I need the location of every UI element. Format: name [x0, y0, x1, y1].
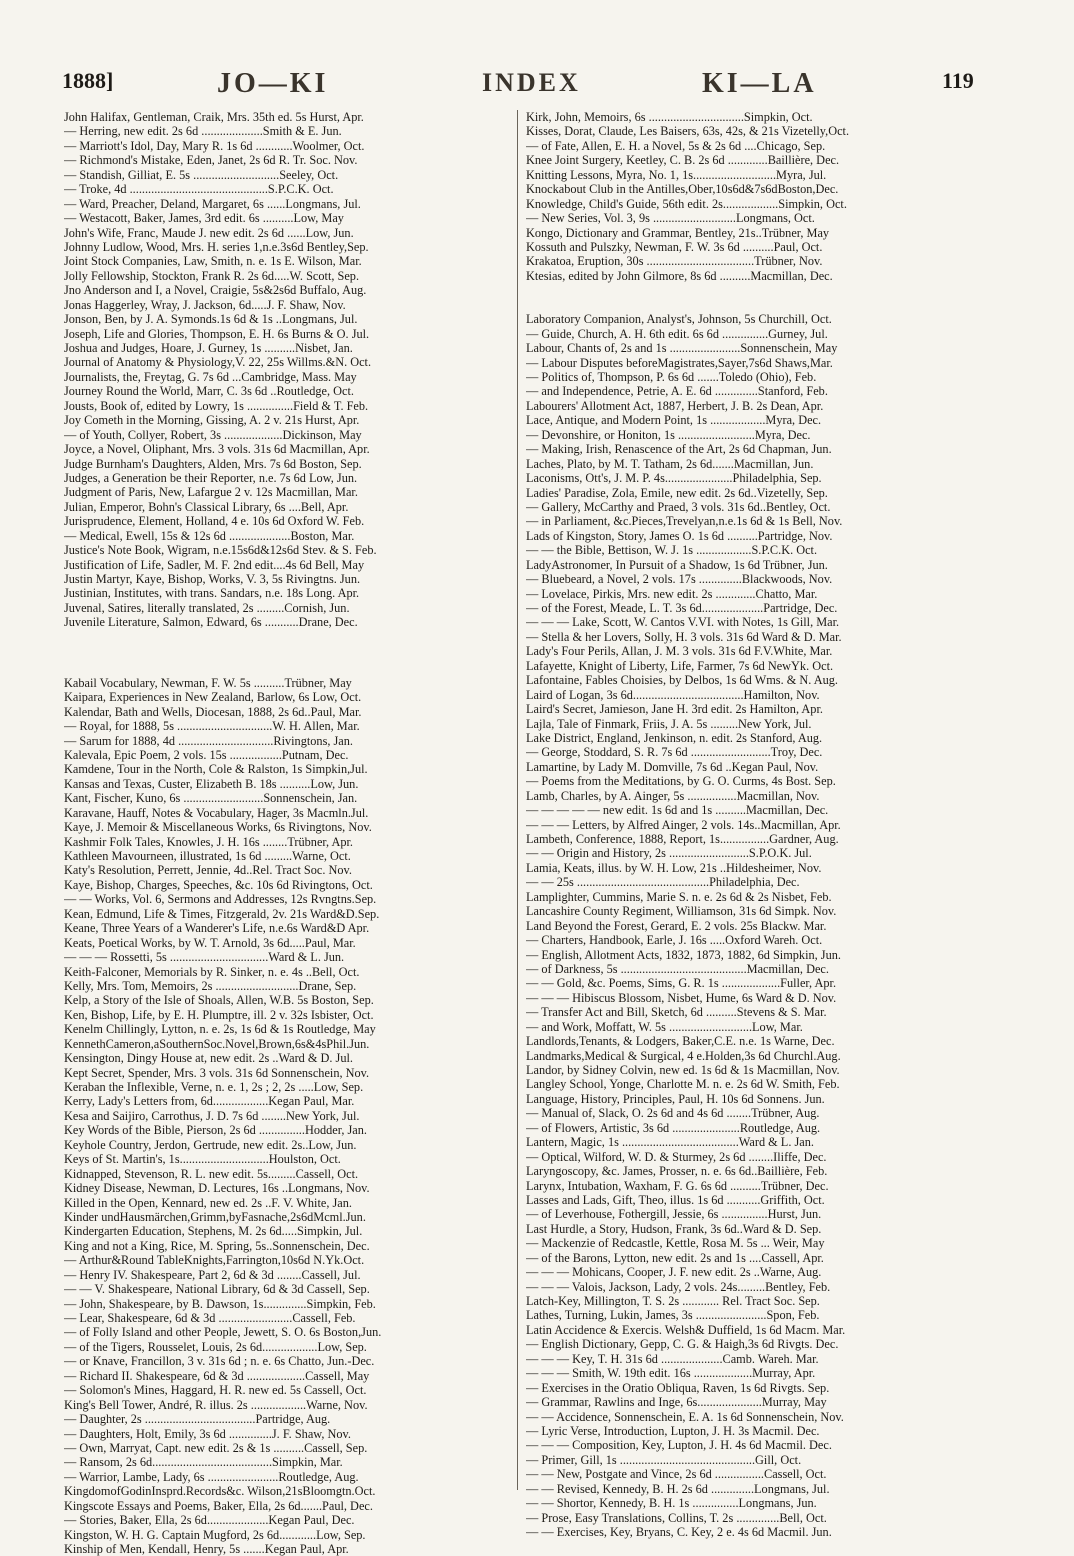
index-entry: Katy's Resolution, Perrett, Jennie, 4d..Rel. Tract Soc. Nov.	[64, 863, 352, 878]
index-entry: Lajla, Tale of Finmark, Friis, J. A. 5s .........New York, Jul.	[526, 716, 812, 731]
index-entry: Laconisms, Ott's, J. M. P. 4s......................Philadelphia, Sep.	[526, 471, 822, 486]
index-entry: Julian, Emperor, Bohn's Classical Library, 6s ....Bell, Apr.	[64, 499, 349, 514]
section-ki	[526, 110, 972, 283]
index-entry: John's Wife, Franc, Maude J. new edit. 2s 6d ......Low, Jun.	[64, 225, 354, 240]
index-entry: Jno Anderson and I, a Novel, Craigie, 5s&2s6d Buffalo, Aug.	[64, 283, 367, 298]
index-entry: Kinship of Men, Kendall, Henry, 5s .......Kegan Paul, Apr.	[64, 1542, 349, 1556]
index-entry: Judgment of Paris, New, Lafargue 2 v. 12s Macmillan, Mar.	[64, 485, 358, 500]
index-entry: King and not a King, Rice, M. Spring, 5s..Sonnenschein, Dec.	[64, 1238, 370, 1253]
index-entry: Latch-Key, Millington, T. S. 2s ............ Rel. Tract Soc. Sep.	[526, 1294, 820, 1308]
index-entry: — — — Rossetti, 5s ................................Ward & L. Jun.	[64, 950, 345, 965]
index-entry: — Sarum for 1888, 4d ...............................Rivingtons, Jan.	[64, 733, 353, 748]
index-entry: Lads of Kingston, Story, James O. 1s 6d ..........Partridge, Nov.	[526, 528, 833, 543]
index-entry: — Royal, for 1888, 5s ...............................W. H. Allen, Mar.	[64, 719, 360, 734]
index-entry: Last Hurdle, a Story, Hudson, Frank, 3s 6d..Ward & D. Sep.	[526, 1221, 822, 1236]
index-entry: — Poems from the Meditations, by G. O. Curms, 4s Bost. Sep.	[526, 774, 836, 789]
index-entry: Lamia, Keats, illus. by W. H. Low, 21s ..Hildesheimer, Nov.	[526, 860, 822, 875]
index-entry: Kerry, Lady's Letters from, 6d..................Kegan Paul, Mar.	[64, 1094, 355, 1109]
index-entry: Judges, a Generation be their Reporter, n.e. 7s 6d Low, Jun.	[64, 470, 358, 485]
index-entry: Joy Cometh in the Morning, Gissing, A. 2 v. 21s Hurst, Apr.	[64, 413, 360, 428]
index-entry: Kirk, John, Memoirs, 6s ...............................Simpkin, Oct.	[526, 110, 813, 124]
section-gap	[64, 630, 510, 676]
section-la	[526, 312, 972, 1539]
index-entry: — of the Tigers, Rousselet, Louis, 2s 6d..................Low, Sep.	[64, 1339, 367, 1354]
index-entry: — Optical, Wilford, W. D. & Sturmey, 2s 6d ........Iliffe, Dec.	[526, 1149, 827, 1164]
index-entry: Kaye, J. Memoir & Miscellaneous Works, 6s Rivingtons, Nov.	[64, 820, 372, 835]
index-entry: Knee Joint Surgery, Keetley, C. B. 2s 6d .............Baillière, Dec.	[526, 153, 840, 168]
index-entry: — Ward, Preacher, Deland, Margaret, 6s ......Longmans, Jul.	[64, 196, 361, 211]
section-jo	[64, 110, 510, 630]
index-entry: — Lear, Shakespeare, 6d & 3d ........................Cassell, Feb.	[64, 1311, 356, 1325]
index-entry: — Manual of, Slack, O. 2s 6d and 4s 6d ........Trübner, Aug.	[526, 1106, 820, 1121]
index-entry: — in Parliament, &c.Pieces,Trevelyan,n.e.1s 6d & 1s Bell, Nov.	[526, 514, 843, 529]
index-entry: — Own, Marryat, Capt. new edit. 2s & 1s ..........Cassell, Sep.	[64, 1440, 368, 1455]
index-entry: Kisses, Dorat, Claude, Les Baisers, 63s, 42s, & 21s Vizetelly,Oct.	[526, 124, 850, 139]
index-entry: — Warrior, Lambe, Lady, 6s .......................Routledge, Aug.	[64, 1469, 359, 1484]
index-entry: Kidnapped, Stevenson, R. L. new edit. 5s.........Cassell, Oct.	[64, 1166, 359, 1181]
index-entry: — Exercises in the Oratio Obliqua, Raven, 1s 6d Rivgts. Sep.	[526, 1380, 830, 1395]
column-divider	[517, 110, 518, 1490]
index-entry: Kingston, W. H. G. Captain Mugford, 2s 6d............Low, Sep.	[64, 1527, 366, 1542]
index-entry: — Marriott's Idol, Day, Mary R. 1s 6d ............Woolmer, Oct.	[64, 138, 365, 153]
index-entry: Justin Martyr, Kaye, Bishop, Works, V. 3, 5s Rivingtns. Jun.	[64, 572, 361, 586]
index-entry: Lady's Four Perils, Allan, J. M. 3 vols. 31s 6d F.V.White, Mar.	[526, 644, 833, 659]
index-entry: Lamplighter, Cummins, Marie S. n. e. 2s 6d & 2s Nisbet, Feb.	[526, 889, 832, 904]
index-entry: — — Exercises, Key, Bryans, C. Key, 2 e. 4s 6d Macmil. Jun.	[526, 1525, 832, 1539]
index-entry: KingdomofGodinInsprd.Records&c. Wilson,21sBloomgtn.Oct.	[64, 1484, 376, 1499]
index-entry: Kansas and Texas, Custer, Elizabeth B. 18s ..........Low, Jun.	[64, 776, 359, 791]
index-entry: — — Revised, Kennedy, B. H. 2s 6d ..............Longmans, Jul.	[526, 1481, 830, 1496]
index-entry: — of Flowers, Artistic, 3s 6d ......................Routledge, Aug.	[526, 1120, 821, 1135]
index-entry: — — New, Postgate and Vince, 2s 6d ................Cassell, Oct.	[526, 1467, 827, 1482]
index-entry: Kenelm Chillingly, Lytton, n. e. 2s, 1s 6d & 1s Routledge, May	[64, 1022, 376, 1037]
index-entry: — Solomon's Mines, Haggard, H. R. new ed. 5s Cassell, Oct.	[64, 1383, 367, 1398]
index-entry: Langley School, Yonge, Charlotte M. n. e. 2s 6d W. Smith, Feb.	[526, 1077, 840, 1092]
index-entry: — — — Letters, by Alfred Ainger, 2 vols. 14s..Macmillan, Apr.	[526, 817, 841, 832]
index-entry: Landlords,Tenants, & Lodgers, Baker,C.E. n.e. 1s Warne, Dec.	[526, 1034, 835, 1049]
index-entry: — Gallery, McCarthy and Praed, 3 vols. 31s 6d..Bentley, Oct.	[526, 499, 831, 514]
index-entry: — — — Lake, Scott, W. Cantos V.VI. with Notes, 1s Gill, Mar.	[526, 615, 840, 630]
right-range-heading: KI—LA	[702, 68, 817, 99]
index-entry: KennethCameron,aSouthernSoc.Novel,Brown,6s&4sPhil.Jun.	[64, 1036, 370, 1051]
index-entry: Ktesias, edited by John Gilmore, 8s 6d ..........Macmillan, Dec.	[526, 268, 833, 283]
index-entry: — — the Bible, Bettison, W. J. 1s ..................S.P.C.K. Oct.	[526, 543, 818, 558]
index-entry: Key Words of the Bible, Pierson, 2s 6d ...............Hodder, Jan.	[64, 1123, 367, 1138]
page-header	[62, 68, 982, 106]
index-entry: Lasses and Lads, Gift, Theo, illus. 1s 6d ...........Griffith, Oct.	[526, 1192, 825, 1207]
year-marker: 1888]	[62, 68, 114, 93]
index-entry: Knockabout Club in the Antilles,Ober,10s6d&7s6dBoston,Dec.	[526, 182, 839, 197]
index-entry: Lafontaine, Fables Choisies, by Delbos, 1s 6d Wms. & N. Aug.	[526, 673, 838, 688]
index-entry: Joint Stock Companies, Law, Smith, n. e. 1s E. Wilson, Mar.	[64, 254, 362, 269]
index-entry: — of Folly Island and other People, Jewett, S. O. 6s Boston,Jun.	[64, 1325, 382, 1340]
index-entry: — Stories, Baker, Ella, 2s 6d....................Kegan Paul, Dec.	[64, 1513, 355, 1528]
index-entry: — Transfer Act and Bill, Sketch, 6d ..........Stevens & S. Mar.	[526, 1005, 827, 1020]
index-entry: — and Work, Moffatt, W. 5s ...........................Low, Mar.	[526, 1019, 803, 1034]
index-entry: — — Accidence, Sonnenschein, E. A. 1s 6d Sonnenschein, Nov.	[526, 1409, 844, 1424]
index-entry: — or Knave, Francillon, 3 v. 31s 6d ; n. e. 6s Chatto, Jun.-Dec.	[64, 1354, 375, 1369]
index-entry: — and Independence, Petrie, A. E. 6d ..............Stanford, Feb.	[526, 384, 828, 399]
index-entry: — of Darkness, 5s .........................................Macmillan, Dec.	[526, 961, 829, 976]
index-entry: Kaye, Bishop, Charges, Speeches, &c. 10s 6d Rivingtons, Oct.	[64, 877, 373, 892]
index-entry: Kensington, Dingy House at, new edit. 2s ..Ward & D. Jul.	[64, 1051, 353, 1066]
index-entry: — — Works, Vol. 6, Sermons and Addresses, 12s Rvngtns.Sep.	[64, 892, 377, 907]
index-entry: — of Fate, Allen, E. H. a Novel, 5s & 2s 6d ....Chicago, Sep.	[526, 138, 826, 153]
index-entry: Karavane, Hauff, Notes & Vocabulary, Hager, 3s Macmln.Jul.	[64, 805, 369, 820]
section-k	[64, 676, 510, 1556]
index-entry: Land Beyond the Forest, Gerard, E. 2 vols. 25s Blackw. Mar.	[526, 918, 827, 933]
index-entry: Lathes, Turning, Lukin, James, 3s .......................Spon, Feb.	[526, 1308, 820, 1323]
index-title: INDEX	[482, 68, 581, 97]
index-entry: — — — Key, T. H. 31s 6d ....................Camb. Wareh. Mar.	[526, 1351, 819, 1366]
index-entry: Jonson, Ben, by J. A. Symonds.1s 6d & 1s ..Longmans, Jul.	[64, 312, 358, 327]
index-entry: — Troke, 4d .............................................S.P.C.K. Oct.	[64, 182, 334, 197]
index-entry: Knitting Lessons, Myra, No. 1, 1s...........................Myra, Jul.	[526, 167, 827, 182]
index-entry: Journey Round the World, Marr, C. 3s 6d ..Routledge, Oct.	[64, 384, 354, 399]
index-entry: — Henry IV. Shakespeare, Part 2, 6d & 3d ........Cassell, Jul.	[64, 1267, 361, 1282]
index-entry: Keith-Falconer, Memorials by R. Sinker, n. e. 4s ..Bell, Oct.	[64, 964, 360, 979]
index-entry: Keys of St. Martin's, 1s.............................Houlston, Oct.	[64, 1152, 341, 1167]
index-entry: Juvenile Literature, Salmon, Edward, 6s ...........Drane, Dec.	[64, 615, 358, 630]
index-entry: Lake District, England, Jenkinson, n. edit. 2s Stanford, Aug.	[526, 730, 823, 745]
index-entry: Juvenal, Satires, literally translated, 2s .........Cornish, Jun.	[64, 600, 350, 615]
index-entry: — — — Hibiscus Blossom, Nisbet, Hume, 6s Ward & D. Nov.	[526, 990, 837, 1005]
index-entry: — — Origin and History, 2s ..........................S.P.O.K. Jul.	[526, 846, 812, 861]
index-entry: Kidney Disease, Newman, D. Lectures, 16s ..Longmans, Nov.	[64, 1181, 370, 1196]
index-entry: Laird of Logan, 3s 6d....................................Hamilton, Nov.	[526, 687, 820, 702]
index-entry: — of the Barons, Lytton, new edit. 2s and 1s ....Cassell, Apr.	[526, 1250, 824, 1265]
index-entry: — Lyric Verse, Introduction, Lupton, J. H. 3s Macmil. Dec.	[526, 1423, 820, 1438]
index-entry: Larynx, Intubation, Waxham, F. G. 6s 6d ..........Trübner, Dec.	[526, 1178, 829, 1193]
index-entry: Latin Accidence & Exercis. Welsh& Duffield, 1s 6d Macm. Mar.	[526, 1322, 846, 1337]
index-entry: — — — — — new edit. 1s 6d and 1s ..........Macmillan, Dec.	[526, 803, 829, 818]
index-entry: — English Dictionary, Gepp, C. G. & Haigh,3s 6d Rivgts. Dec.	[526, 1337, 839, 1352]
index-entry: Kalendar, Bath and Wells, Diocesan, 1888, 2s 6d..Paul, Mar.	[64, 704, 362, 719]
index-entry: Kathleen Mavourneen, illustrated, 1s 6d .........Warne, Oct.	[64, 849, 351, 863]
index-entry: Lamb, Charles, by A. Ainger, 5s ................Macmillan, Nov.	[526, 788, 820, 803]
index-entry: Keyhole Country, Jerdon, Gertrude, new edit. 2s..Low, Jun.	[64, 1137, 357, 1152]
index-entry: King's Bell Tower, André, R. illus. 2s ..................Warne, Nov.	[64, 1397, 368, 1412]
index-entry: Killed in the Open, Kennard, new ed. 2s ..F. V. White, Jan.	[64, 1195, 352, 1210]
index-entry: Johnny Ludlow, Wood, Mrs. H. series 1,n.e.3s6d Bentley,Sep.	[64, 239, 369, 254]
index-entry: Jurisprudence, Element, Holland, 4 e. 10s 6d Oxford W. Feb.	[64, 514, 365, 529]
index-entry: — — Gold, &c. Poems, Sims, G. R. 1s ...................Fuller, Apr.	[526, 976, 837, 991]
index-entry: — Guide, Church, A. H. 6th edit. 6s 6d ...............Gurney, Jul.	[526, 326, 828, 341]
index-entry: — of Leverhouse, Fothergill, Jessie, 6s ...............Hurst, Jun.	[526, 1207, 822, 1222]
index-entry: Lantern, Magic, 1s ......................................Ward & L. Jan.	[526, 1135, 814, 1150]
index-entry: Laches, Plato, by M. T. Tatham, 2s 6d.......Macmillan, Jun.	[526, 456, 814, 471]
page-number: 119	[942, 68, 974, 93]
index-entry: Kamdene, Tour in the North, Cole & Ralston, 1s Simpkin,Jul.	[64, 762, 368, 777]
index-entry: — Primer, Gill, 1s ............................................Gill, Oct.	[526, 1452, 802, 1467]
index-entry: Keane, Three Years of a Wanderer's Life, n.e.6s Ward&D Apr.	[64, 921, 370, 936]
index-entry: Kesa and Saijiro, Carrothus, J. D. 7s 6d ........New York, Jul.	[64, 1108, 360, 1123]
index-entry: Ladies' Paradise, Zola, Emile, new edit. 2s 6d..Vizetelly, Sep.	[526, 485, 828, 500]
index-entry: — Westacott, Baker, James, 3rd edit. 6s ..........Low, May	[64, 211, 344, 226]
index-entry: Jousts, Book of, edited by Lowry, 1s ...............Field & T. Feb.	[64, 398, 369, 413]
index-entry: — Ransom, 2s 6d.......................................Simpkin, Mar.	[64, 1455, 343, 1470]
index-entry: — — Shortor, Kennedy, B. H. 1s ...............Longmans, Jun.	[526, 1496, 817, 1511]
index-entry: — — — Smith, W. 19th edit. 16s ...................Murray, Apr.	[526, 1366, 816, 1381]
index-entry: Kinder undHausmärchen,Grimm,byFasnache,2s6dMcml.Jun.	[64, 1209, 366, 1224]
index-entry: Jolly Fellowship, Stockton, Frank R. 2s 6d.....W. Scott, Sep.	[64, 268, 360, 283]
index-entry: Justice's Note Book, Wigram, n.e.15s6d&12s6d Stev. & S. Feb.	[64, 543, 377, 558]
index-entry: Kashmir Folk Tales, Knowles, J. H. 16s ........Trübner, Apr.	[64, 834, 353, 849]
index-entry: Journal of Anatomy & Physiology,V. 22, 25s Willms.&N. Oct.	[64, 355, 372, 370]
index-entry: Keats, Poetical Works, by W. T. Arnold, 3s 6d.....Paul, Mar.	[64, 935, 356, 950]
index-entry: Justinian, Institutes, with trans. Sandars, n.e. 18s Long. Apr.	[64, 586, 360, 601]
index-entry: Laryngoscopy, &c. James, Prosser, n. e. 6s 6d..Baillière, Feb.	[526, 1164, 828, 1179]
index-entry: Laboratory Companion, Analyst's, Johnson, 5s Churchill, Oct.	[526, 312, 832, 327]
index-entry: Joshua and Judges, Hoare, J. Gurney, 1s ..........Nisbet, Jan.	[64, 341, 353, 355]
index-entry: John Halifax, Gentleman, Craik, Mrs. 35th ed. 5s Hurst, Apr.	[64, 110, 364, 124]
index-entry: Krakatoa, Eruption, 30s ...................................Trübner, Nov.	[526, 254, 823, 269]
index-entry: Kongo, Dictionary and Grammar, Bentley, 21s..Trübner, May	[526, 225, 830, 240]
index-entry: — Grammar, Rawlins and Inge, 6s.....................Murray, May	[526, 1395, 827, 1410]
index-entry: — — 25s ...........................................Philadelphia, Dec.	[526, 875, 800, 890]
index-entry: Lafayette, Knight of Liberty, Life, Farmer, 7s 6d NewYk. Oct.	[526, 658, 834, 673]
index-entry: — of Youth, Collyer, Robert, 3s ...................Dickinson, May	[64, 427, 362, 442]
index-entry: — Bluebeard, a Novel, 2 vols. 17s ..............Blackwoods, Nov.	[526, 572, 833, 587]
index-entry: — Lovelace, Pirkis, Mrs. new edit. 2s .............Chatto, Mar.	[526, 586, 818, 601]
index-entry: Labourers' Allotment Act, 1887, Herbert, J. B. 2s Dean, Apr.	[526, 398, 824, 413]
index-entry: — — V. Shakespeare, National Library, 6d & 3d Cassell, Sep.	[64, 1282, 370, 1297]
index-entry: Kant, Fischer, Kuno, 6s ..........................Sonnenschein, Jan.	[64, 791, 358, 806]
index-entry: — Labour Disputes beforeMagistrates,Sayer,7s6d Shaws,Mar.	[526, 355, 833, 370]
index-entry: — of the Forest, Meade, L. T. 3s 6d....................Partridge, Dec.	[526, 601, 838, 615]
index-entry: Landor, by Sidney Colvin, new ed. 1s 6d & 1s Macmillan, Nov.	[526, 1063, 840, 1077]
index-entry: Kelp, a Story of the Isle of Shoals, Allen, W.B. 5s Boston, Sep.	[64, 993, 374, 1008]
index-entry: LadyAstronomer, In Pursuit of a Shadow, 1s 6d Trübner, Jun.	[526, 557, 828, 572]
index-entry: Landmarks,Medical & Surgical, 4 e.Holden,3s 6d Churchl.Aug.	[526, 1048, 841, 1063]
index-entry: Kaipara, Experiences in New Zealand, Barlow, 6s Low, Oct.	[64, 690, 362, 705]
index-entry: Ken, Bishop, Life, by E. H. Plumptre, ill. 2 v. 32s Isbister, Oct.	[64, 1007, 374, 1022]
index-entry: — Richmond's Mistake, Eden, Janet, 2s 6d R. Tr. Soc. Nov.	[64, 153, 358, 168]
index-entry: Kossuth and Pulszky, Newman, F. W. 3s 6d ..........Paul, Oct.	[526, 239, 823, 254]
index-entry: Lace, Antique, and Modern Point, 1s ..................Myra, Dec.	[526, 413, 822, 428]
left-column	[64, 110, 510, 1556]
index-entry: — Prose, Easy Translations, Collins, T. 2s ..............Bell, Oct.	[526, 1510, 827, 1525]
index-entry: — Making, Irish, Renascence of the Art, 2s 6d Chapman, Jun.	[526, 442, 832, 457]
index-entry: Keraban the Inflexible, Verne, n. e. 1, 2s ; 2, 2s .....Low, Sep.	[64, 1080, 364, 1094]
index-entry: Kalevala, Epic Poem, 2 vols. 15s .................Putnam, Dec.	[64, 747, 349, 762]
index-entry: — Daughters, Holt, Emily, 3s 6d ..............J. F. Shaw, Nov.	[64, 1426, 351, 1441]
index-entry: Language, History, Principles, Paul, H. 10s 6d Sonnens. Jun.	[526, 1091, 825, 1106]
index-entry: — — — Mohicans, Cooper, J. F. new edit. 2s ..Warne, Aug.	[526, 1265, 822, 1280]
index-entry: — Medical, Ewell, 15s & 12s 6d ....................Boston, Mar.	[64, 528, 355, 543]
index-entry: — English, Allotment Acts, 1832, 1873, 1882, 6d Simpkin, Jun.	[526, 947, 841, 962]
index-entry: Lancashire County Regiment, Williamson, 31s 6d Simpk. Nov.	[526, 904, 837, 919]
index-entry: Journalists, the, Freytag, G. 7s 6d ...Cambridge, Mass. May	[64, 369, 357, 384]
index-entry: — Devonshire, or Honiton, 1s .........................Myra, Dec.	[526, 427, 811, 442]
index-entry: — — — Valois, Jackson, Lady, 2 vols. 24s.........Bentley, Feb.	[526, 1279, 831, 1294]
index-entry: Kingscote Essays and Poems, Baker, Ella, 2s 6d.......Paul, Dec.	[64, 1498, 373, 1513]
index-entry: — Daughter, 2s ....................................Partridge, Aug.	[64, 1412, 331, 1427]
index-entry: — John, Shakespeare, by B. Dawson, 1s..............Simpkin, Feb.	[64, 1296, 376, 1311]
index-entry: Kelly, Mrs. Tom, Memoirs, 2s ...........................Drane, Sep.	[64, 978, 357, 993]
index-entry: — Mackenzie of Redcastle, Kettle, Rosa M. 5s ... Weir, May	[526, 1236, 825, 1251]
index-entry: — Charters, Handbook, Earle, J. 16s .....Oxford Wareh. Oct.	[526, 933, 823, 948]
index-entry: — Stella & her Lovers, Solly, H. 3 vols. 31s 6d Ward & D. Mar.	[526, 629, 842, 644]
index-entry: Joyce, a Novel, Oliphant, Mrs. 3 vols. 31s 6d Macmillan, Apr.	[64, 442, 370, 457]
left-range-heading: JO—KI	[217, 68, 329, 99]
index-entry: Laird's Secret, Jamieson, Jane H. 3rd edit. 2s Hamilton, Apr.	[526, 702, 823, 717]
index-entry: Jonas Haggerley, Wray, J. Jackson, 6d.....J. F. Shaw, Nov.	[64, 297, 346, 312]
index-entry: Kindergarten Education, Stephens, M. 2s 6d.....Simpkin, Jul.	[64, 1224, 363, 1239]
index-entry: Kabail Vocabulary, Newman, F. W. 5s ..........Trübner, May	[64, 675, 352, 690]
index-entry: Lamartine, by Lady M. Domville, 7s 6d ..Kegan Paul, Nov.	[526, 759, 819, 774]
index-entry: — Standish, Gilliat, E. 5s ............................Seeley, Oct.	[64, 167, 339, 182]
section-gap	[526, 283, 972, 312]
index-entry: — — — Composition, Key, Lupton, J. H. 4s 6d Macmil. Dec.	[526, 1438, 832, 1453]
index-entry: — George, Stoddard, S. R. 7s 6d ..........................Troy, Dec.	[526, 745, 823, 760]
index-entry: — Herring, new edit. 2s 6d ....................Smith & E. Jun.	[64, 124, 342, 139]
index-entry: Lambeth, Conference, 1888, Report, 1s................Gardner, Aug.	[526, 832, 839, 846]
index-entry: — New Series, Vol. 3, 9s ...........................Longmans, Oct.	[526, 211, 815, 226]
index-entry: Judge Burnham's Daughters, Alden, Mrs. 7s 6d Boston, Sep.	[64, 456, 362, 471]
index-entry: Joseph, Life and Glories, Thompson, E. H. 6s Burns & O. Jul.	[64, 326, 370, 341]
right-column	[526, 110, 972, 1539]
index-entry: Kean, Edmund, Life & Times, Fitzgerald, 2v. 21s Ward&D.Sep.	[64, 906, 380, 921]
index-entry: Kept Secret, Spender, Mrs. 3 vols. 31s 6d Sonnenschein, Nov.	[64, 1065, 370, 1080]
index-entry: Justification of Life, Sadler, M. F. 2nd edit....4s 6d Bell, May	[64, 557, 365, 572]
index-entry: — Politics of, Thompson, P. 6s 6d .......Toledo (Ohio), Feb.	[526, 370, 817, 384]
index-entry: Labour, Chants of, 2s and 1s .......................Sonnenschein, May	[526, 341, 838, 356]
index-entry: — Arthur&Round TableKnights,Farrington,10s6d N.Yk.Oct.	[64, 1253, 365, 1268]
index-entry: Knowledge, Child's Guide, 56th edit. 2s..................Simpkin, Oct.	[526, 196, 847, 211]
index-entry: — Richard II. Shakespeare, 6d & 3d ...................Cassell, May	[64, 1368, 370, 1383]
